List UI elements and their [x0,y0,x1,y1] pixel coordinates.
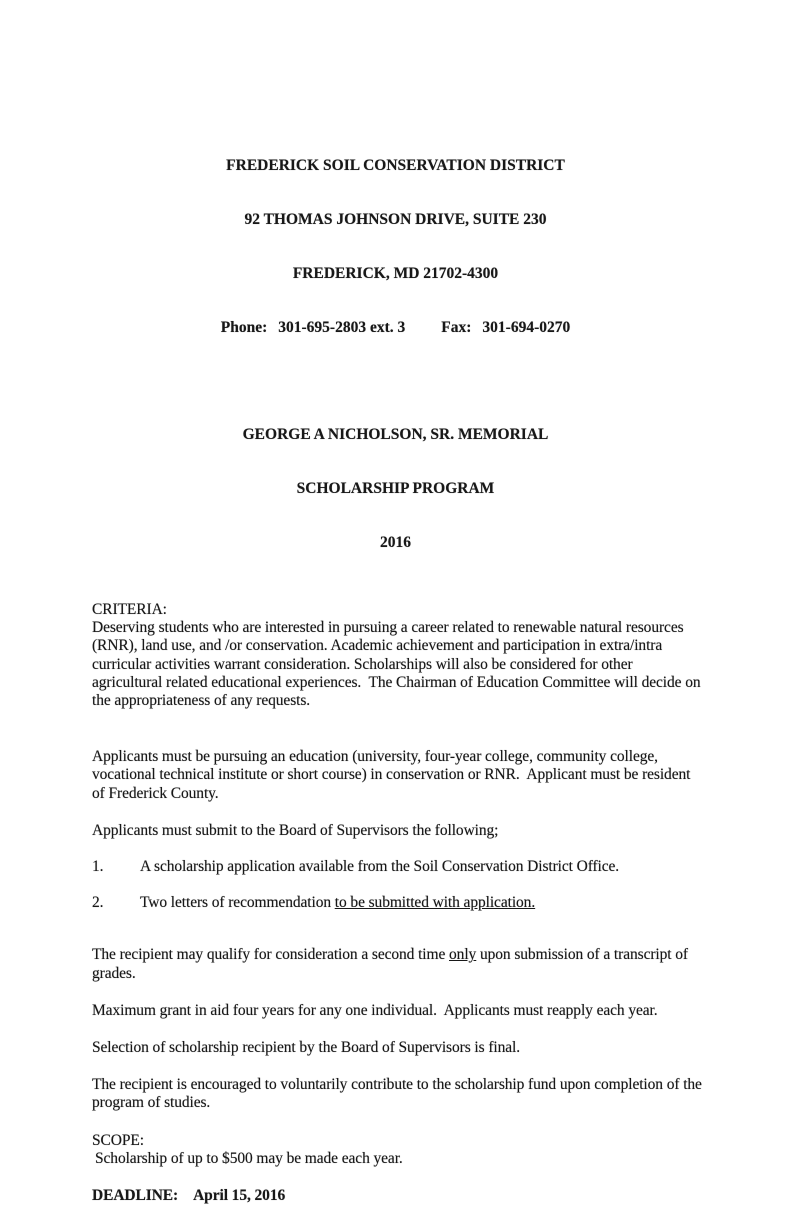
title-year: 2016 [380,534,411,551]
requirement-2-underlined-text: to be submitted with application. [334,894,536,912]
selection-final-paragraph: Selection of scholarship recipient by the Board of Supervisors is final. [92,1039,520,1057]
letterhead [0,121,791,373]
org-contact-line [0,319,791,337]
max-grant-paragraph: Maximum grant in aid four years for any one individual. Applicants must reapply each year. [92,1001,658,1019]
scope-paragraph: Scholarship of up to $500 may be made each year. [95,1149,403,1167]
criteria-heading: CRITERIA: [92,601,167,618]
org-address-city: FREDERICK, MD 21702-4300 [292,265,499,282]
title-line-2: SCHOLARSHIP PROGRAM [296,480,495,497]
requirement-item-1 [92,858,704,876]
requirement-1-number: 1. [92,858,104,876]
requirement-item-2 [92,894,704,912]
requirement-2-number: 2. [92,894,104,912]
criteria-paragraph: Deserving students who are interested in pursuing a career related to renewable natural resources (RNR), land use, and /or conservation. Academic achievement and participation in extra/intra curricular activities warrant consideration. Scholarships will also be considered for other agricultural related educational experiences. The Chairman of Education Committee will decide on the appropriateness of any requests. [92,619,705,710]
requirement-2-text: Two letters of recommendation [140,894,335,912]
document-body [92,601,704,1205]
eligibility-paragraph: Applicants must be pursuing an education (university, four-year college, community college, vocational technical institute or short course) in conservation or RNR. Applicant must be resident of Frederick County. [92,748,695,802]
fax-value: 301-694-0270 [482,319,571,336]
fax-label: Fax: [441,319,472,336]
requalify-text-after: upon submission of a transcript of grades. [92,946,692,982]
requalify-underlined-word: only [449,946,477,964]
document-title [0,390,791,588]
phone-value: 301-695-2803 ext. 3 [278,319,406,336]
requalify-paragraph [92,946,704,982]
org-name: FREDERICK SOIL CONSERVATION DISTRICT [226,157,565,174]
phone-label: Phone: [220,319,268,336]
deadline-value: April 15, 2016 [193,1187,286,1205]
scope-heading: SCOPE: [92,1131,144,1149]
submit-intro-paragraph: Applicants must submit to the Board of Supervisors the following; [92,821,499,839]
contribute-paragraph: The recipient is encouraged to voluntarily contribute to the scholarship fund upon completion of the program of studies. [92,1076,706,1112]
requalify-text-before: The recipient may qualify for consideration a second time [92,946,450,964]
org-address-street: 92 THOMAS JOHNSON DRIVE, SUITE 230 [244,211,547,228]
title-line-1: GEORGE A NICHOLSON, SR. MEMORIAL [242,426,549,443]
requirement-1-text: A scholarship application available from the Soil Conservation District Office. [140,858,620,876]
deadline-label: DEADLINE: [92,1187,179,1205]
deadline-line [92,1187,704,1205]
